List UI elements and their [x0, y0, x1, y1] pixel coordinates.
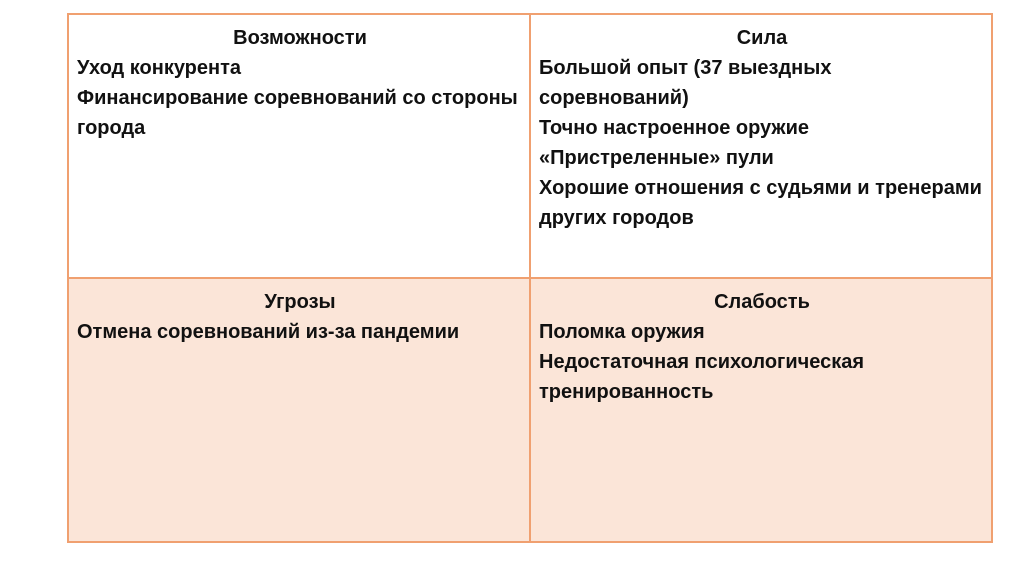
- weaknesses-item: Недостаточная психологическая тренированность: [539, 351, 865, 403]
- threats-title: Угрозы: [264, 291, 336, 313]
- swot-bottom-row: [68, 278, 992, 542]
- opportunities-cell: [68, 14, 530, 278]
- weaknesses-cell: [530, 278, 992, 542]
- opportunities-item: Уход конкурента: [77, 57, 242, 79]
- swot-top-row: [68, 14, 992, 278]
- strengths-item: Хорошие отношения с судьями и тренерами других городов: [539, 177, 982, 229]
- strengths-title: Сила: [736, 27, 788, 49]
- strengths-item: Точно настроенное оружие: [539, 117, 810, 139]
- weaknesses-title: Слабость: [714, 291, 810, 313]
- opportunities-item: Финансирование соревнований со стороны города: [77, 87, 518, 139]
- strengths-item: «Пристреленные» пули: [539, 147, 774, 169]
- strengths-cell: [530, 14, 992, 278]
- threats-cell: [68, 278, 530, 542]
- strengths-item: Большой опыт (37 выездных соревнований): [539, 57, 832, 109]
- weaknesses-item: Поломка оружия: [539, 321, 705, 343]
- threats-item: Отмена соревнований из-за пандемии: [77, 321, 460, 343]
- opportunities-title: Возможности: [233, 27, 367, 49]
- swot-table: [67, 13, 993, 543]
